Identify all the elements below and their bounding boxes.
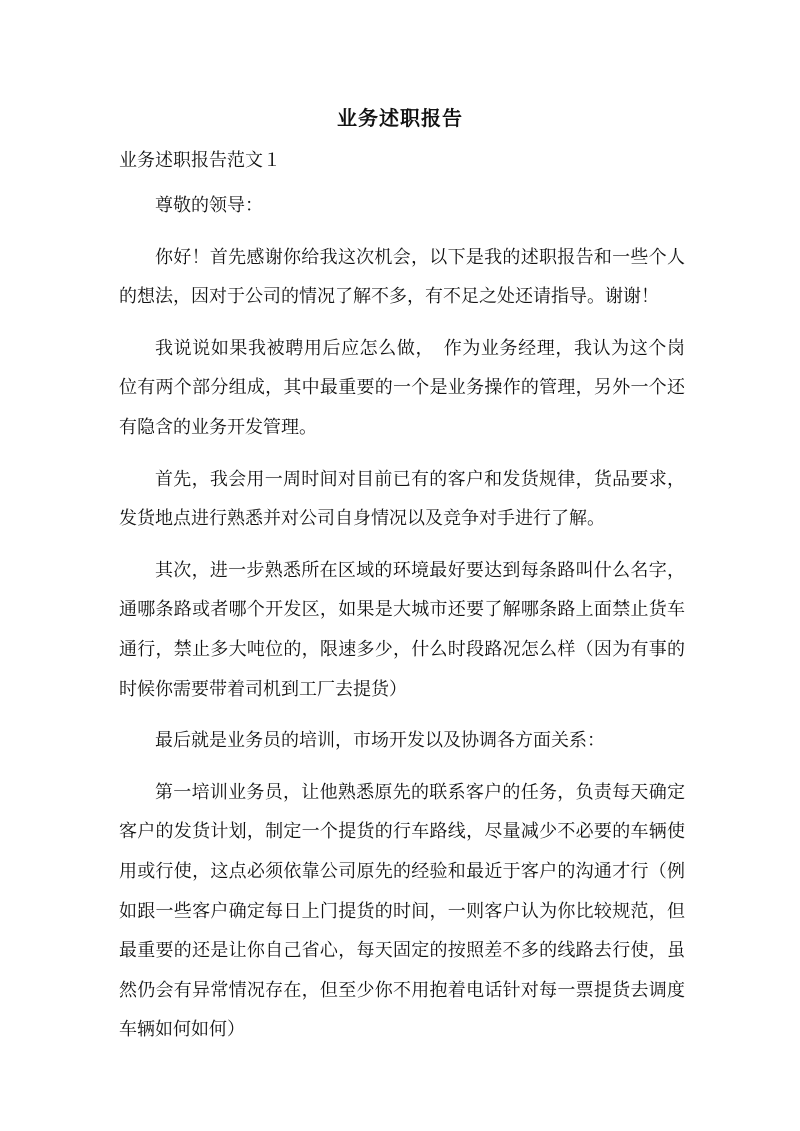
document-subtitle: 业务述职报告范文１ bbox=[119, 150, 281, 171]
paragraph-salutation: 尊敬的领导： bbox=[155, 195, 263, 216]
paragraph-training: 第一培训业务员，让他熟悉原先的联系客户的任务，负责每天确定客户的发货计划，制定一个提货的行车路线，尽量减少不必要的车辆使用或行使，这点必须依靠公司原先的经验和最近于客户的沟通才行（例如跟一些客户确定每日上门提货的时间，一则客户认为你比较规范，但最重要的还是让你自己省心，每天固定的按照差不多的线路去行使，虽然仍会有异常情况存在，但至少你不用抱着电话针对每一票提货去调度车辆如何如何） bbox=[119, 781, 685, 1041]
paragraph-greeting: 你好！首先感谢你给我这次机会，以下是我的述职报告和一些个人的想法，因对于公司的情况了解不多，有不足之处还请指导。谢谢！ bbox=[119, 246, 685, 308]
paragraph-role: 我说说如果我被聘用后应怎么做， 作为业务经理，我认为这个岗位有两个部分组成，其中最重要的一个是业务操作的管理，另外一个还有隐含的业务开发管理。 bbox=[119, 337, 685, 438]
document-title: 业务述职报告 bbox=[337, 106, 463, 130]
paragraph-finally: 最后就是业务员的培训，市场开发以及协调各方面关系： bbox=[155, 730, 605, 752]
paragraph-first: 首先，我会用一周时间对目前已有的客户和发货规律，货品要求，发货地点进行熟悉并对公司自身情况以及竞争对手进行了解。 bbox=[119, 468, 685, 530]
document-body bbox=[119, 186, 685, 1062]
paragraph-second: 其次，进一步熟悉所在区域的环境最好要达到每条路叫什么名字，通哪条路或者哪个开发区，如果是大城市还要了解哪条路上面禁止货车通行，禁止多大吨位的，限速多少，什么时段路况怎么样（因为有事的时候你需要带着司机到工厂去提货） bbox=[119, 559, 685, 700]
